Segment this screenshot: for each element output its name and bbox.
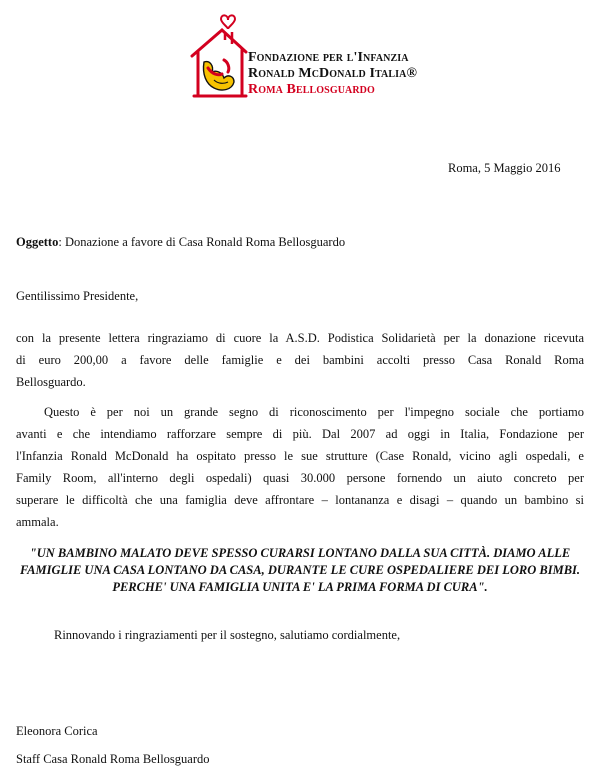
paragraph-line: Bellosguardo.: [16, 375, 86, 389]
closing-line: Rinnovando i ringraziamenti per il sostegno, salutiamo cordialmente,: [54, 628, 401, 642]
quote-line: FAMIGLIE UNA CASA LONTANO DA CASA, DURANTE LE CURE OSPEDALIERE DEI LORO BIMBI.: [19, 563, 581, 577]
org-name-line-2: Ronald McDonald Italia®: [248, 66, 418, 81]
paragraph-mission: [16, 401, 584, 533]
subject-label: Oggetto: [16, 235, 59, 249]
subject-line: [16, 235, 345, 250]
paragraph-line: Family Room, all'interno degli ospedali) quasi 30.000 persone fornendo un aiuto concreto per: [16, 471, 584, 485]
quote-line: PERCHE' UNA FAMIGLIA UNITA E' LA PRIMA FORMA DI CURA".: [112, 580, 488, 594]
org-name-line-1: Fondazione per l'Infanzia: [248, 50, 409, 65]
letterhead: [188, 10, 448, 110]
paragraph-line: l'Infanzia Ronald McDonald ha ospitato presso le sue strutture (Case Ronald, vicino agli ospedali, e: [16, 449, 584, 463]
paragraph-line: superare le difficoltà che una famiglia deve affrontare – lontananza e disagi – quando un bambino si: [16, 493, 584, 507]
salutation: Gentilissimo Presidente,: [16, 289, 139, 303]
paragraph-line: Questo è per noi un grande segno di riconoscimento per l'impegno sociale che portiamo: [44, 405, 584, 419]
paragraph-line: con la presente lettera ringraziamo di cuore la A.S.D. Podistica Solidarietà per la donazione ricevuta: [16, 331, 584, 345]
letter-date: Roma, 5 Maggio 2016: [448, 161, 561, 175]
org-name-line-3: Roma Bellosguardo: [248, 82, 375, 97]
organization-name: [248, 50, 458, 98]
highlighted-quote: [16, 545, 584, 596]
signature-name: Eleonora Corica: [16, 724, 98, 738]
subject-text: : Donazione a favore di Casa Ronald Roma Bellosguardo: [58, 235, 346, 249]
quote-line: "UN BAMBINO MALATO DEVE SPESSO CURARSI LONTANO DALLA SUA CITTÀ. DIAMO ALLE: [29, 546, 571, 560]
signature-role: Staff Casa Ronald Roma Bellosguardo: [16, 752, 210, 766]
paragraph-line: di euro 200,00 a favore delle famiglie e dei bambini accolti presso Casa Ronald Roma: [16, 353, 584, 367]
paragraph-line: ammala.: [16, 515, 59, 529]
paragraph-thanks: [16, 327, 584, 393]
paragraph-line: avanti e che intendiamo rafforzare sempre di più. Dal 2007 ad oggi in Italia, Fondazione per: [16, 427, 584, 441]
ronald-mcdonald-house-logo: [188, 10, 250, 108]
